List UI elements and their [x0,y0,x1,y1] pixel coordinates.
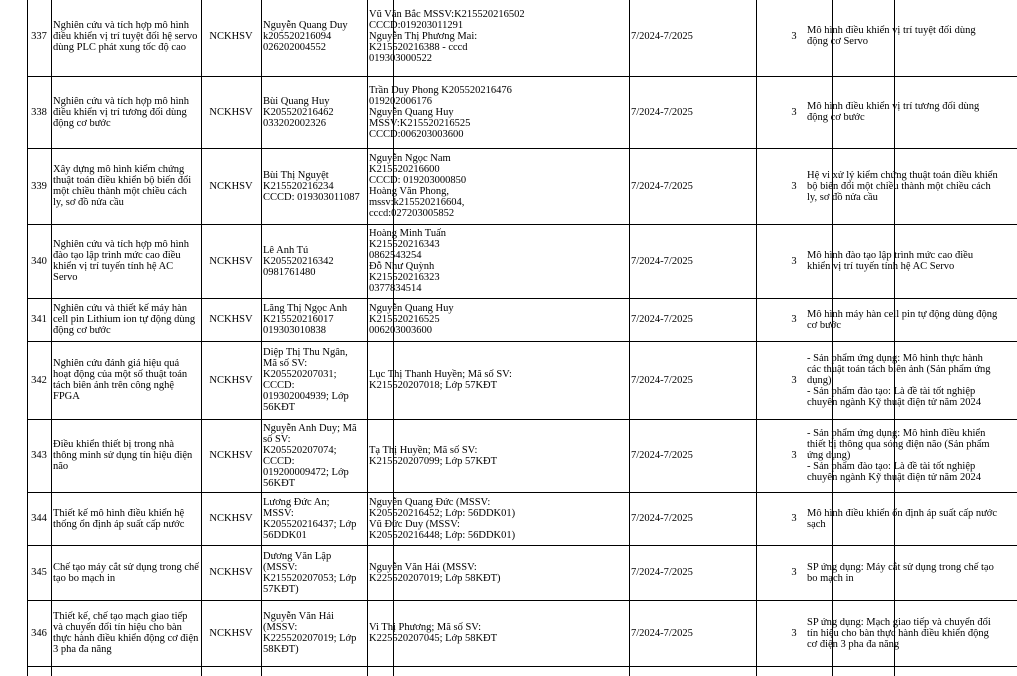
credits-cell: 3 [791,567,797,578]
table-row [27,492,1017,545]
table-row [27,0,1017,76]
row-number: 345 [31,567,47,578]
topic-cell: Nghiên cứu và tích hợp mô hình đào tạo lập trình mức cao điều khiển vị trí tuyến tính hệ AC Servo [53,239,190,283]
product-cell: - Sản phẩm ứng dụng: Mô hình thực hành các thuật toán tách biên ảnh (Sản phẩm ứng dụng) - Sản phẩm đào tạo: Là đề tài tốt nghiệp chuyên ngành Kỹ thuật điện tử năm 2024 [807,352,991,408]
type-cell: NCKHSV [209,106,253,118]
table-row [27,419,1017,492]
product-cell: Mô hình điều khiển vị trí tuyệt đối dùng động cơ Servo [807,25,976,47]
type-cell: NCKHSV [209,374,253,386]
product-cell: Hệ vi xử lý kiểm chứng thuật toán điều khiển bộ biến đổi một chiều thành một chiều cách ly, sơ đồ nửa cầu [807,169,998,203]
topic-cell: Nghiên cứu đánh giá hiệu quả hoạt động của một số thuật toán tách biên ảnh trên công nghệ FPGA [53,358,188,402]
product-cell: Mô hình máy hàn cell pin tự động dùng động cơ bước [807,308,998,331]
members-cell: Lục Thị Thanh Huyền; Mã số SV: K215520207018; Lớp 57KĐT [369,369,512,391]
table-row [27,298,1017,341]
row-number: 338 [31,106,47,118]
type-cell: NCKHSV [209,180,253,192]
time-cell: 7/2024-7/2025 [631,513,693,524]
product-cell: SP ứng dụng: Máy cắt sử dụng trong chế tạo bo mạch in [807,561,994,584]
credits-cell: 3 [791,374,797,386]
members-cell: Nguyễn Quang Huy K215520216525 006203003600 [369,303,454,336]
leader-cell: Nguyễn Anh Duy; Mã số SV: K205520207074; CCCD: 019200009472; Lớp 56KĐT [263,422,357,489]
topic-cell: Nghiên cứu và thiết kế máy hàn cell pin Lithium ion tự động dùng động cơ bước [53,303,196,336]
credits-cell: 3 [791,30,797,42]
row-number: 340 [31,255,47,267]
credits-cell: 3 [791,513,797,524]
topic-cell: Nghiên cứu và tích hợp mô hình điều khiển vị trí tuyệt đối hệ servo dùng PLC phát xung tốc độ cao [53,19,198,53]
leader-cell: Nguyễn Quang Duy k205520216094 026202004552 [263,19,348,53]
time-cell: 7/2024-7/2025 [631,180,693,192]
leader-cell: Lương Đức An; MSSV: K205520216437; Lớp 56DDK01 [263,496,357,541]
time-cell: 7/2024-7/2025 [631,374,693,386]
topic-cell: Nghiên cứu và tích hợp mô hình điều khiển vị trí tương đối dùng động cơ bước [53,95,190,129]
credits-cell: 3 [791,255,797,267]
type-cell: NCKHSV [209,627,253,639]
type-cell: NCKHSV [209,30,253,42]
time-cell: 7/2024-7/2025 [631,106,693,118]
credits-cell: 3 [791,106,797,118]
members-cell: Nguyễn Quang Đức (MSSV: K205520216452; Lớp: 56DDK01) Vũ Đức Duy (MSSV: K205520216448; Lớp: 56DDK01) [369,496,516,541]
table-row [27,545,1017,600]
time-cell: 7/2024-7/2025 [631,567,693,578]
topic-cell: Chế tạo máy cắt sử dụng trong chế tạo bo mạch in [53,561,199,584]
table-row [27,600,1017,666]
leader-cell: Bùi Quang Huy K205520216462 033202002326 [263,95,334,129]
product-cell: Mô hình điều khiển vị trí tương đối dùng động cơ bước [807,101,980,123]
row-divider [27,666,1017,667]
topic-cell: Thiết kế mô hình điều khiển hệ thống ổn định áp suất cấp nước [53,507,185,530]
time-cell: 7/2024-7/2025 [631,255,693,267]
time-cell: 7/2024-7/2025 [631,30,693,42]
members-cell: Nguyễn Ngọc Nam K215520216600 CCCD: 019203000850 Hoàng Văn Phong, mssv:k215520216604, cccd:027203005852 [369,153,467,219]
type-cell: NCKHSV [209,513,253,524]
table-row [27,148,1017,224]
leader-cell: Bùi Thị Nguyệt K215520216234 CCCD: 019303011087 [263,169,360,203]
credits-cell: 3 [791,627,797,639]
topic-cell: Thiết kế, chế tạo mạch giao tiếp và chuyển đổi tín hiệu cho bàn thực hành điều khiển động cơ điện 3 pha đa năng [53,611,199,655]
row-number: 344 [31,513,47,524]
topic-cell: Điều khiển thiết bị trong nhà thông minh sử dụng tín hiệu điện não [53,439,193,472]
leader-cell: Nguyễn Văn Hải (MSSV: K225520207019; Lớp 58KĐT) [263,611,357,655]
table-row [27,76,1017,148]
table-row [27,341,1017,419]
time-cell: 7/2024-7/2025 [631,450,693,461]
topic-cell: Xây dựng mô hình kiểm chứng thuật toán điều khiển bộ biến đổi một chiều thành một chiều cách ly, sơ đồ nửa cầu [53,164,192,208]
product-cell: Mô hình điều khiển ổn định áp suất cấp nước sạch [807,507,997,530]
row-number: 337 [31,30,47,42]
row-number: 342 [31,374,47,386]
members-cell: Nguyễn Văn Hải (MSSV: K225520207019; Lớp 58KĐT) [369,561,501,584]
leader-cell: Diệp Thị Thu Ngân, Mã số SV: K205520207031; CCCD: 019302004939; Lớp 56KĐT [263,347,349,413]
credits-cell: 3 [791,180,797,192]
leader-cell: Lăng Thị Ngọc Anh K215520216017 019303010838 [263,303,348,336]
members-cell: Tạ Thị Huyền; Mã số SV: K215520207099; Lớp 57KĐT [369,444,498,467]
members-cell: Vũ Văn Bắc MSSV:K215520216502 CCCD:019203011291 Nguyễn Thị Phương Mai: K215520216388 - cccd 019303000522 [369,8,525,64]
row-number: 343 [31,450,47,461]
type-cell: NCKHSV [209,567,253,578]
leader-cell: Dương Văn Lập (MSSV: K215520207053; Lớp 57KĐT) [263,550,357,595]
members-cell: Vi Thị Phương; Mã số SV: K225520207045; Lớp 58KĐT [369,622,498,644]
leader-cell: Lê Anh Tú K205520216342 0981761480 [263,244,334,278]
row-number: 339 [31,180,47,192]
members-cell: Trần Duy Phong K205520216476 019202006176 Nguyễn Quang Huy MSSV:K215520216525 CCCD:006203003600 [369,84,512,140]
type-cell: NCKHSV [209,450,253,461]
table-row [27,224,1017,298]
time-cell: 7/2024-7/2025 [631,627,693,639]
product-cell: - Sản phẩm ứng dụng: Mô hình điều khiển thiết bị thông qua sóng điện não (Sản phẩm ứng dụng) - Sản phẩm đào tạo: Là đề tài tốt nghiệp chuyên ngành Kỹ thuật điện tử năm 2024 [807,428,990,483]
row-number: 346 [31,627,47,639]
credits-cell: 3 [791,450,797,461]
row-number: 341 [31,314,47,325]
credits-cell: 3 [791,314,797,325]
members-cell: Hoàng Minh Tuấn K215520216343 0862543254 Đỗ Như Quỳnh K215520216323 0377834514 [369,228,447,294]
product-cell: SP ứng dụng: Mạch giao tiếp và chuyển đổi tín hiệu cho bàn thực hành điều khiển động cơ điện 3 pha đa năng [807,616,991,650]
product-cell: Mô hình đào tạo lập trình mức cao điều khiển vị trí tuyến tính hệ AC Servo [807,250,974,272]
type-cell: NCKHSV [209,314,253,325]
type-cell: NCKHSV [209,255,253,267]
time-cell: 7/2024-7/2025 [631,314,693,325]
